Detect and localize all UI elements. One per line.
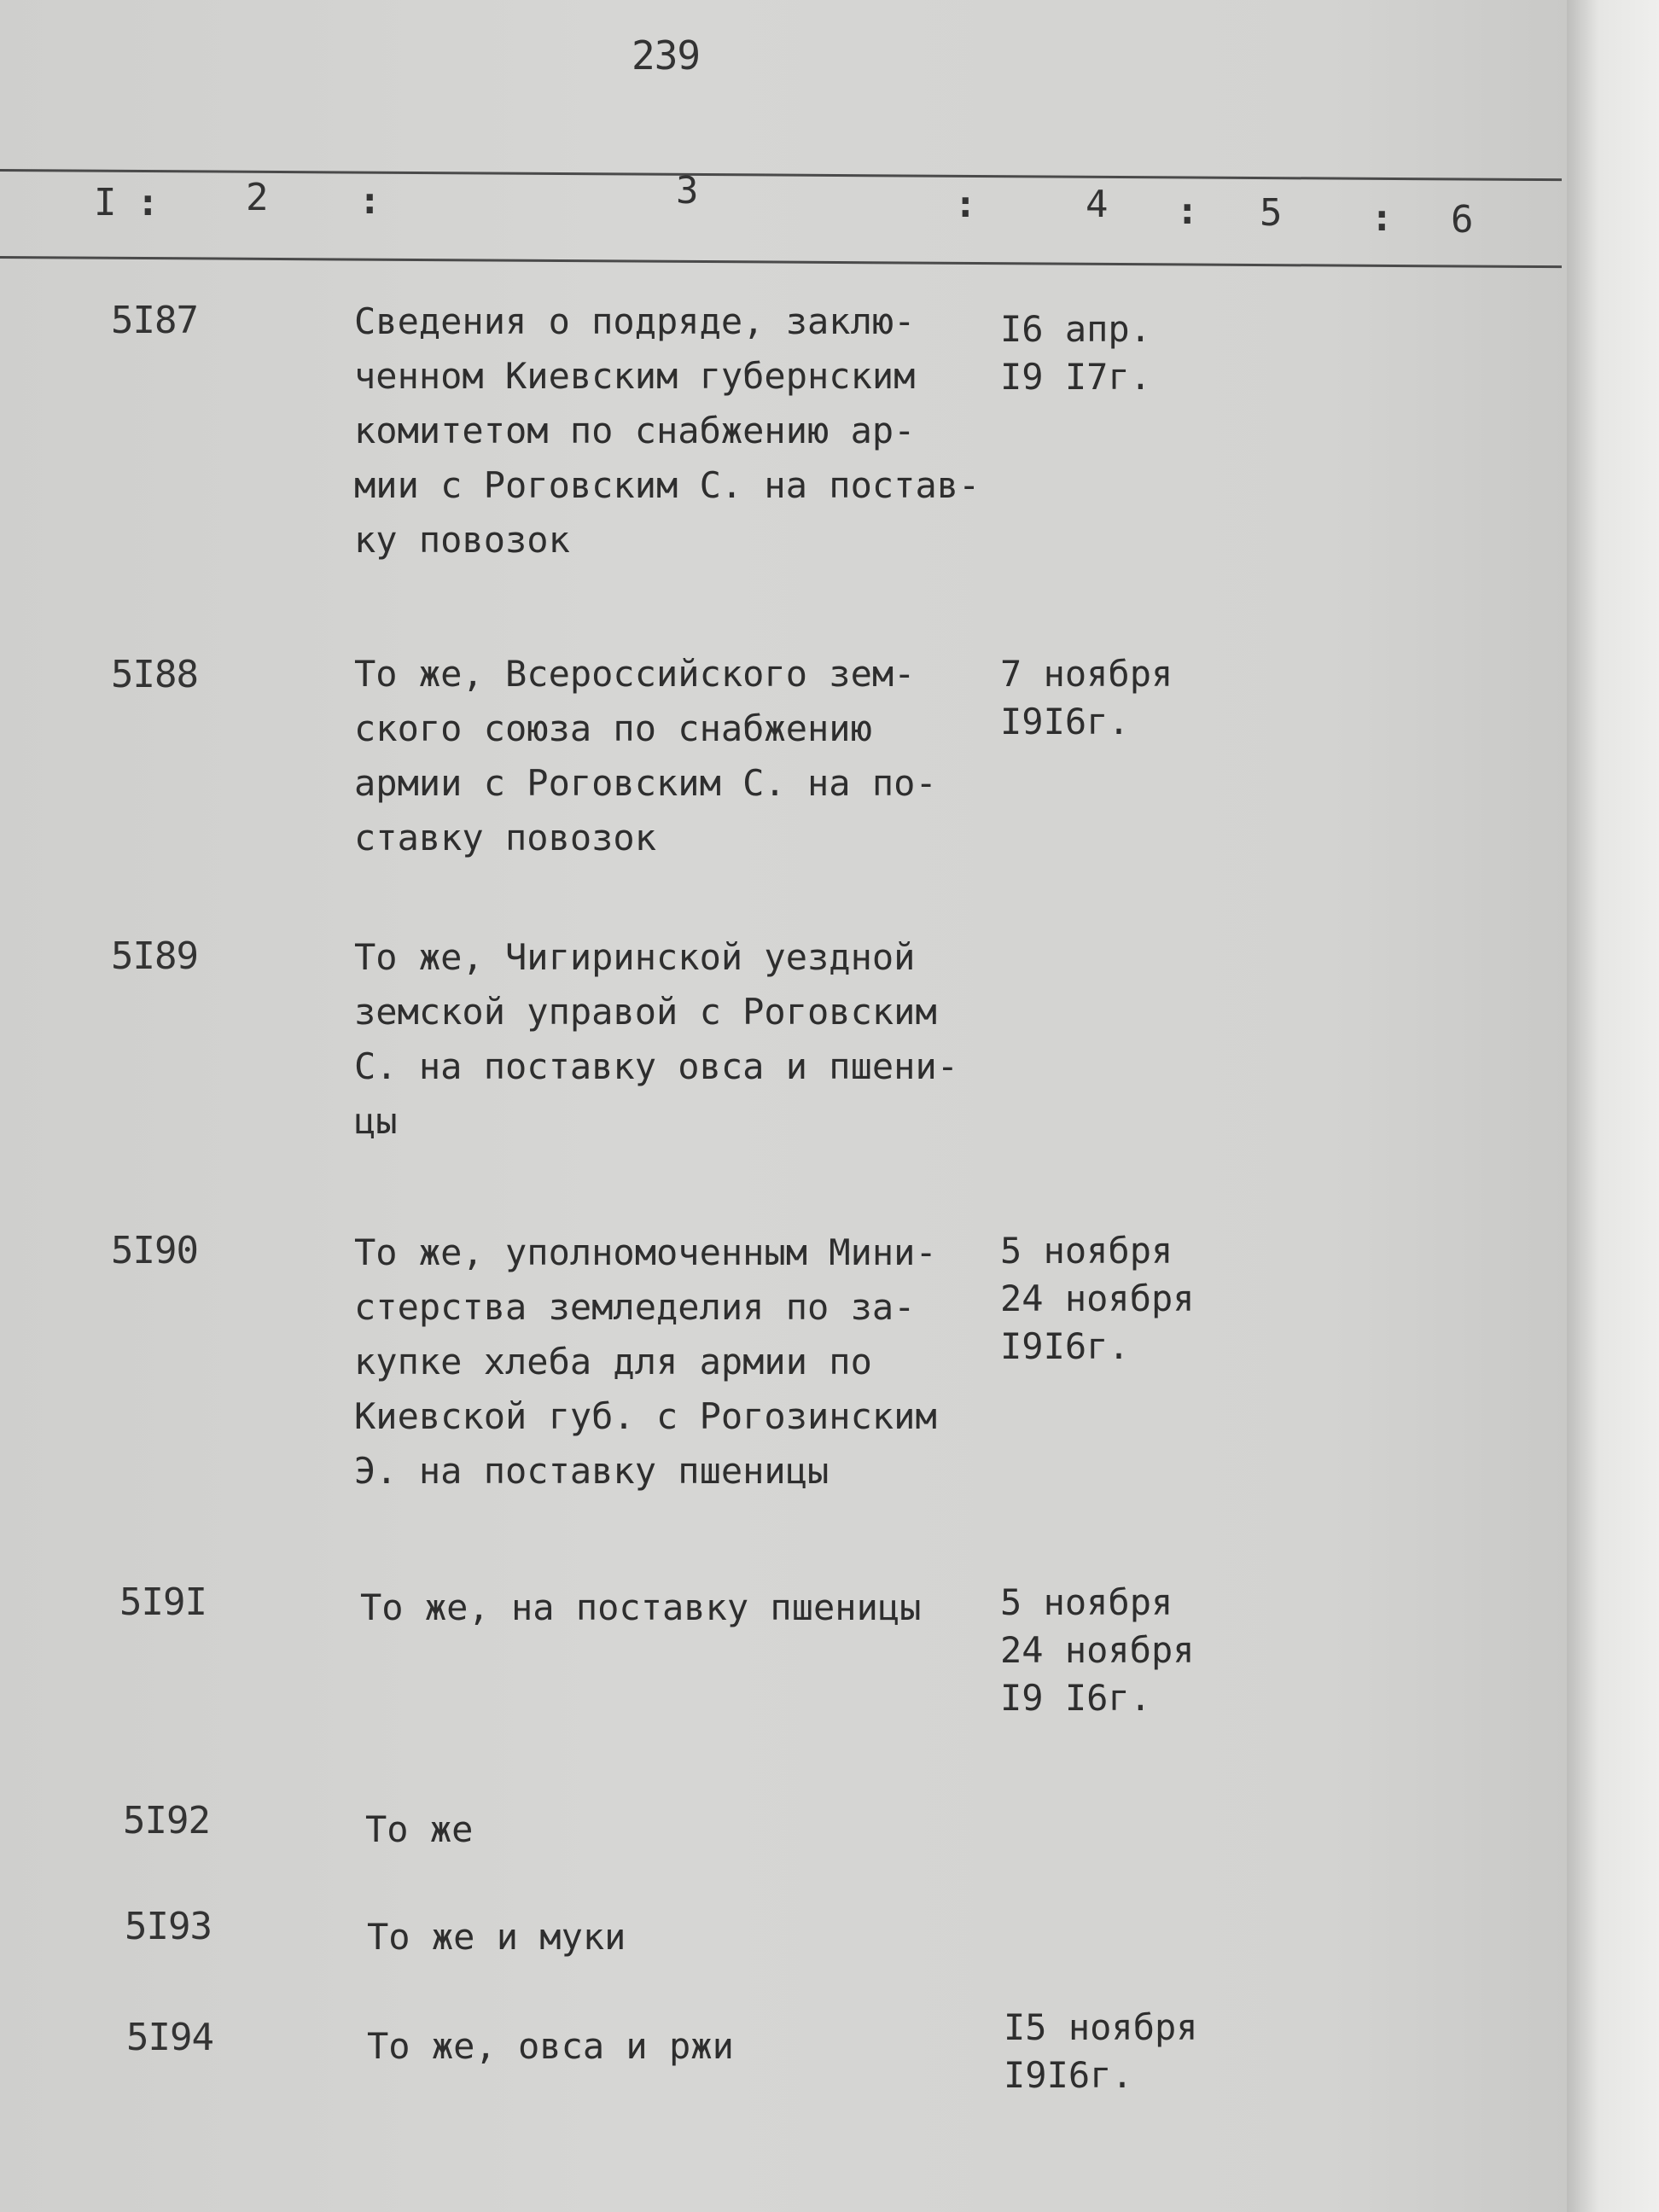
entry-date: I6 апр. I9 I7г. (1000, 308, 1152, 398)
entry-date: 5 ноября 24 ноября I9I6г. (1000, 1230, 1195, 1367)
entry-number: 5I87 (111, 299, 198, 342)
entry-description: То же, Чигиринской уездной земской управой с Роговским С. на поставку овса и пшени- цы (354, 936, 959, 1142)
entry-description: То же, уполномоченным Мини- стерства земледелия по за- купке хлеба для армии по Киевской губ. с Рогозинским Э. на поставку пшеницы (354, 1231, 937, 1492)
entry-number: 5I94 (126, 2016, 213, 2059)
entry-date: 7 ноября I9I6г. (1000, 653, 1173, 742)
page-edge (1567, 0, 1659, 2212)
entry-description: То же, овса и ржи (367, 2025, 734, 2067)
page-number: 239 (632, 32, 701, 79)
entry-description: То же, Всероссийского зем- ского союза по снабжению армии с Роговским С. на по- ставку повозок (354, 653, 937, 859)
entry-number: 5I88 (111, 653, 198, 696)
column-header-2: 2 (246, 176, 269, 219)
column-separator: : (1176, 189, 1199, 233)
column-header-6: 6 (1451, 198, 1474, 242)
entry-number: 5I90 (111, 1229, 198, 1272)
entry-description: То же, на поставку пшеницы (360, 1586, 922, 1628)
entry-date: 5 ноября 24 ноября I9 I6г. (1000, 1581, 1195, 1719)
entry-description: То же (365, 1808, 474, 1850)
column-header-1: I (94, 181, 117, 224)
entry-date: I5 ноября I9I6г. (1004, 2006, 1198, 2096)
entry-number: 5I92 (123, 1799, 210, 1842)
column-header-3: 3 (676, 169, 699, 212)
entry-number: 5I93 (125, 1905, 212, 1948)
entry-description: То же и муки (367, 1916, 626, 1958)
column-header-4: 4 (1086, 183, 1109, 226)
entry-number: 5I9I (119, 1580, 207, 1624)
column-separator: : (954, 183, 977, 226)
column-separator: : (137, 181, 160, 224)
entry-description: Сведения о подряде, заклю- ченном Киевским губернским комитетом по снабжению ар- мии с Роговским С. на постав- ку повозок (354, 300, 981, 561)
column-separator: : (358, 179, 381, 223)
entry-number: 5I89 (111, 934, 198, 978)
column-separator: : (1371, 196, 1394, 240)
column-header-5: 5 (1260, 191, 1283, 235)
